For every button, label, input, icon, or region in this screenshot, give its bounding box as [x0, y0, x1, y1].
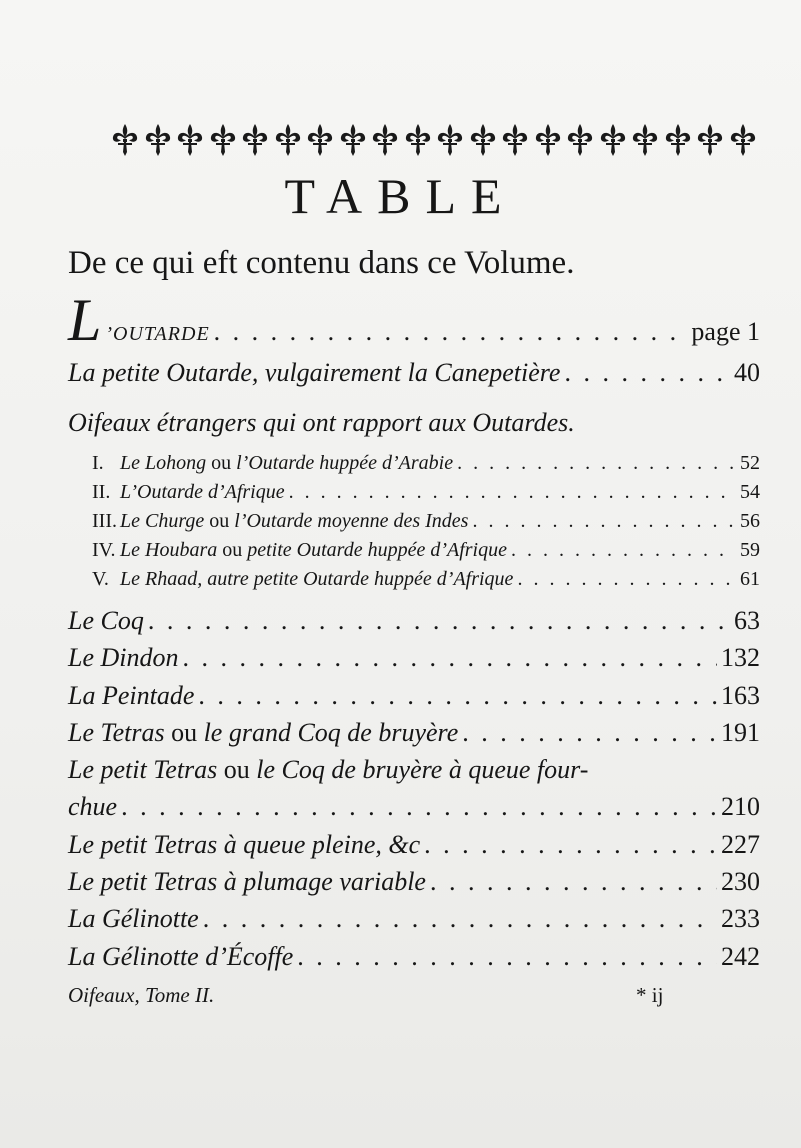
page-number: 227	[721, 830, 760, 859]
fleur-de-lis-icon	[630, 123, 660, 157]
dot-leader	[511, 539, 736, 562]
toc-entry	[68, 606, 760, 636]
toc-entry-label: Le petit Tetras	[68, 755, 218, 784]
toc-entry-text: ’OUTARDE	[105, 323, 210, 345]
toc-entry-label: La Peintade	[68, 681, 195, 710]
signature-line: Oifeaux, Tome II.	[68, 983, 215, 1007]
toc-entry-label: Le Lohong	[120, 452, 207, 474]
page-number: 132	[721, 643, 760, 672]
toc-joiner: ou	[223, 755, 250, 784]
roman-numeral: IV.	[92, 539, 116, 561]
toc-entry-label: Le Houbara	[120, 539, 218, 561]
fleur-de-lis-icon	[403, 123, 433, 157]
dot-leader	[517, 568, 736, 591]
toc-subentry	[92, 568, 760, 591]
toc-joiner: ou	[222, 539, 243, 561]
page-number: 54	[740, 481, 760, 503]
toc-entry-label: L’Outarde d’Afrique	[120, 481, 285, 503]
page-number: 233	[721, 904, 760, 933]
dot-leader	[430, 867, 717, 897]
dot-leader	[297, 942, 717, 972]
toc-subentry	[92, 539, 760, 562]
dot-leader	[148, 606, 730, 636]
toc-subentry	[92, 452, 760, 475]
toc-entry	[68, 830, 760, 860]
fleur-de-lis-icon	[240, 123, 270, 157]
fleur-de-lis-icon	[435, 123, 465, 157]
page-number: 191	[721, 718, 760, 747]
toc-entry-label: La petite Outarde, vulgairement la Canepetière	[68, 358, 561, 387]
toc-subentry	[92, 510, 760, 533]
toc-joiner: ou	[209, 510, 230, 532]
toc-entry	[68, 358, 760, 388]
toc-entry-label: Le Churge	[120, 510, 205, 532]
toc-entry	[68, 681, 760, 711]
fleur-de-lis-icon	[273, 123, 303, 157]
fleur-de-lis-icon	[695, 123, 725, 157]
toc-joiner: ou	[171, 718, 198, 747]
fleur-de-lis-icon	[370, 123, 400, 157]
dot-leader	[214, 317, 688, 347]
toc-entry-wrapped-line2	[68, 792, 760, 822]
fleur-de-lis-icon	[208, 123, 238, 157]
fleur-de-lis-icon	[565, 123, 595, 157]
toc-entry-label: La Gélinotte d’Écoffe	[68, 942, 294, 971]
dot-leader	[121, 792, 717, 822]
page-number: 242	[721, 942, 760, 971]
roman-numeral: III.	[92, 510, 117, 532]
dot-leader	[424, 830, 717, 860]
toc-entry-label-alt: l’Outarde huppée d’Arabie	[236, 452, 454, 474]
section-heading: Oifeaux étrangers qui ont rapport aux Outardes.	[68, 408, 575, 437]
toc-entry-label-alt: le grand Coq de bruyère	[203, 718, 459, 747]
signature-mark: * ij	[636, 983, 664, 1007]
page-number: 210	[721, 792, 760, 821]
fleuron-ornament-band	[110, 118, 758, 162]
fleur-de-lis-icon	[500, 123, 530, 157]
toc-entry-label-alt: l’Outarde moyenne des Indes	[234, 510, 469, 532]
toc-entry	[68, 718, 760, 748]
page-title: TABLE	[284, 168, 517, 224]
page-number: 163	[721, 681, 760, 710]
roman-numeral: I.	[92, 452, 104, 474]
fleur-de-lis-icon	[338, 123, 368, 157]
toc-entry	[68, 287, 760, 353]
toc-entry-label: chue	[68, 792, 118, 821]
page-number: 40	[734, 358, 760, 387]
fleur-de-lis-icon	[110, 123, 140, 157]
page-number: 52	[740, 452, 760, 474]
drop-cap: L	[68, 287, 102, 353]
dot-leader	[472, 510, 736, 533]
toc-entry-label: Le petit Tetras à queue pleine, &c	[68, 830, 421, 859]
toc-entry	[68, 942, 760, 972]
dot-leader	[462, 718, 717, 748]
toc-entry-label: Le Tetras	[68, 718, 165, 747]
toc-entry-label-alt: petite Outarde huppée d’Afrique	[247, 539, 507, 561]
fleur-de-lis-icon	[305, 123, 335, 157]
toc-entry-label-alt: le Coq de bruyère à queue four-	[256, 755, 589, 784]
dot-leader	[457, 452, 736, 475]
roman-numeral: V.	[92, 568, 109, 590]
fleur-de-lis-icon	[728, 123, 758, 157]
toc-entry	[68, 904, 760, 934]
page-number: 230	[721, 867, 760, 896]
page-number: 56	[740, 510, 760, 532]
page-number: 61	[740, 568, 760, 590]
toc-entry	[68, 867, 760, 897]
dot-leader	[183, 643, 718, 673]
toc-entry-wrapped-line1	[68, 755, 760, 785]
dot-leader	[289, 481, 736, 504]
fleur-de-lis-icon	[598, 123, 628, 157]
fleur-de-lis-icon	[175, 123, 205, 157]
fleur-de-lis-icon	[533, 123, 563, 157]
toc-entry	[68, 643, 760, 673]
dot-leader	[198, 681, 717, 711]
page-number: 63	[734, 606, 760, 635]
dot-leader	[203, 904, 717, 934]
toc-entry-label: La Gélinotte	[68, 904, 199, 933]
page-number: 59	[740, 539, 760, 561]
toc-entry-label	[68, 287, 210, 353]
toc-entry-label: Le Dindon	[68, 643, 179, 672]
fleur-de-lis-icon	[663, 123, 693, 157]
toc-subentry	[92, 481, 760, 504]
toc-entry-label: Le Rhaad, autre petite Outarde huppée d’Afrique	[120, 568, 514, 590]
roman-numeral: II.	[92, 481, 111, 503]
toc-entry-label: Le petit Tetras à plumage variable	[68, 867, 426, 896]
toc-entry-label: Le Coq	[68, 606, 144, 635]
fleur-de-lis-icon	[468, 123, 498, 157]
toc-joiner: ou	[211, 452, 232, 474]
dot-leader	[564, 358, 730, 388]
page-number: page 1	[691, 317, 760, 346]
page-subtitle: De ce qui eft contenu dans ce Volume.	[68, 245, 575, 281]
fleur-de-lis-icon	[143, 123, 173, 157]
